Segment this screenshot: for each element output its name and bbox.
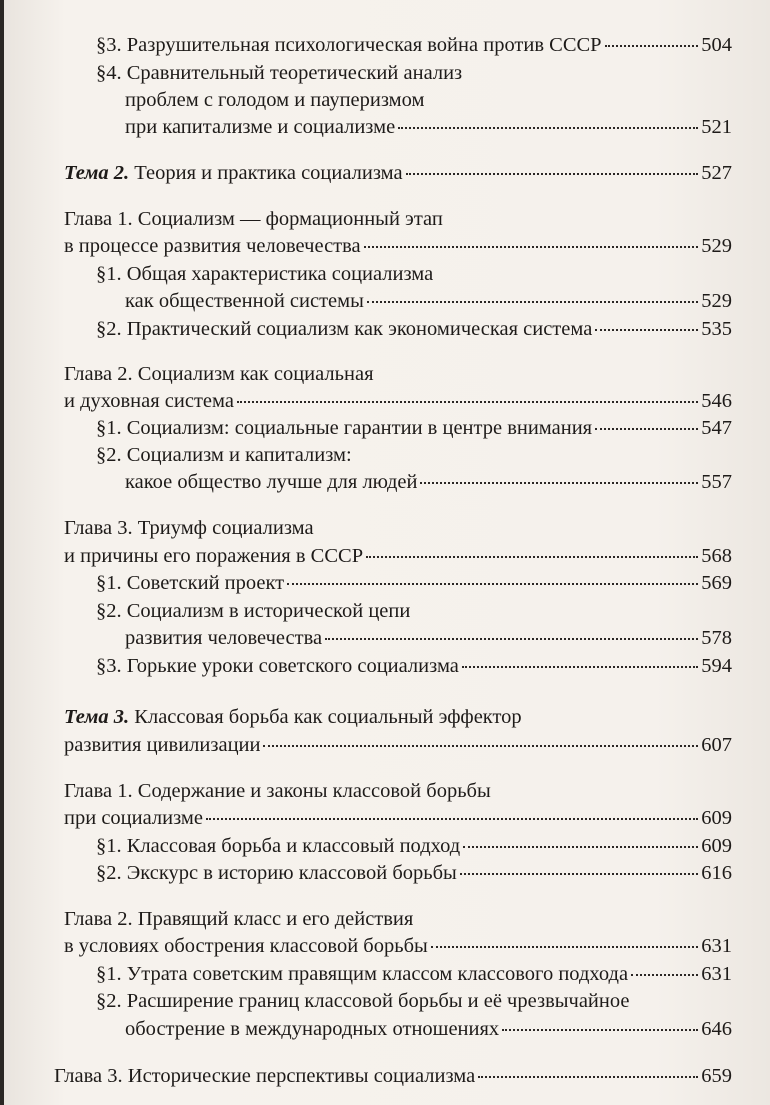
toc-page-number: 547 <box>701 417 732 439</box>
toc-entry-title: Глава 2. Правящий класс и его действия <box>64 908 414 930</box>
toc-page-number: 594 <box>701 655 732 677</box>
theme-title: Теория и практика социализма <box>134 162 403 184</box>
toc-entry <box>96 653 732 679</box>
leader-dots <box>431 940 698 948</box>
toc-entry-title: §1. Утрата советским правящим классом классового подхода <box>96 963 629 985</box>
leader-dots <box>420 476 698 484</box>
toc-page-number: 535 <box>701 318 732 340</box>
leader-dots <box>595 323 698 331</box>
theme-label: Тема 3. <box>64 706 130 728</box>
toc-entry-title: §1. Классовая борьба и классовый подход <box>96 835 461 857</box>
toc-page-number: 527 <box>701 162 732 184</box>
toc-page-number: 529 <box>701 290 732 312</box>
leader-dots <box>463 840 698 848</box>
toc-entry-title: в процессе развития человечества <box>64 235 361 257</box>
toc-entry-title: §4. Сравнительный теоретический анализ <box>96 62 463 84</box>
toc-entry <box>96 316 732 342</box>
toc-entry <box>96 860 732 886</box>
toc-entry-title: в условиях обострения классовой борьбы <box>64 935 428 957</box>
toc-entry-title <box>64 160 403 186</box>
toc-entry-title: §3. Горькие уроки советского социализма <box>96 655 459 677</box>
leader-dots <box>367 295 698 303</box>
toc-entry-title: при социализме <box>64 807 203 829</box>
leader-dots <box>398 121 698 129</box>
toc-entry-title: развития человечества <box>125 627 323 649</box>
toc-entry-title: Глава 1. Содержание и законы классовой борьбы <box>64 780 491 802</box>
toc-entry-title: при капитализме и социализме <box>125 116 396 138</box>
leader-dots <box>206 812 698 820</box>
leader-dots <box>287 577 698 585</box>
leader-dots <box>364 240 699 248</box>
toc-entry-title: Глава 3. Исторические перспективы социализма <box>54 1065 476 1087</box>
toc-entry-title: как общественной системы <box>125 290 364 312</box>
toc-page-number: 631 <box>701 963 732 985</box>
toc-page-number: 578 <box>701 627 732 649</box>
toc-entry <box>64 805 732 831</box>
theme-title: Классовая борьба как социальный эффектор <box>134 706 522 728</box>
theme-label: Тема 2. <box>64 162 130 184</box>
leader-dots <box>366 550 698 558</box>
toc-entry-title: Глава 1. Социализм — формационный этап <box>64 208 443 230</box>
toc-entry <box>64 732 732 758</box>
toc-page-number: 631 <box>701 935 732 957</box>
toc-entry <box>96 570 732 596</box>
toc-entry-title: Глава 2. Социализм как социальная <box>64 363 374 385</box>
toc-entry-title: проблем с голодом и пауперизмом <box>125 89 425 111</box>
toc-page-number: 569 <box>701 572 732 594</box>
toc-page-number: 616 <box>701 862 732 884</box>
toc-theme-entry <box>64 704 522 730</box>
toc-entry <box>125 625 732 651</box>
toc-entry-title: §1. Социализм: социальные гарантии в центре внимания <box>96 417 593 439</box>
toc-entry <box>125 288 732 314</box>
toc-page-number: 607 <box>701 734 732 756</box>
leader-dots <box>478 1070 698 1078</box>
toc-entry <box>125 469 732 495</box>
toc-page-number: 557 <box>701 471 732 493</box>
toc-entry-title: §3. Разрушительная психологическая война против СССР <box>96 34 602 56</box>
leader-dots <box>406 167 699 175</box>
leader-dots <box>462 660 698 668</box>
toc-entry-title: §2. Социализм в исторической цепи <box>96 600 411 622</box>
toc-entry <box>54 1063 732 1089</box>
toc-page-number: 609 <box>701 835 732 857</box>
toc-entry <box>64 388 732 414</box>
toc-entry <box>96 32 732 58</box>
toc-entry-title: §2. Социализм и капитализм: <box>96 444 352 466</box>
toc-entry-title: и причины его поражения в СССР <box>64 545 364 567</box>
toc-entry <box>64 933 732 959</box>
leader-dots <box>595 422 698 430</box>
toc-entry-title: развития цивилизации <box>64 734 261 756</box>
toc-page-number: 659 <box>701 1065 732 1087</box>
leader-dots <box>605 39 699 47</box>
leader-dots <box>263 739 698 747</box>
toc-entry <box>96 833 732 859</box>
toc-entry-title: обострение в международных отношениях <box>125 1018 500 1040</box>
toc-entry <box>96 415 732 441</box>
toc-page-number: 504 <box>701 34 732 56</box>
toc-entry-title: §1. Советский проект <box>96 572 285 594</box>
toc-page-number: 609 <box>701 807 732 829</box>
leader-dots <box>237 395 698 403</box>
leader-dots <box>502 1023 698 1031</box>
toc-entry <box>125 1016 732 1042</box>
toc-entry-title: и духовная система <box>64 390 234 412</box>
toc-entry <box>96 961 732 987</box>
leader-dots <box>325 632 698 640</box>
toc-theme-entry <box>64 160 732 186</box>
toc-entry-title: §1. Общая характеристика социализма <box>96 263 434 285</box>
toc-page-number: 568 <box>701 545 732 567</box>
toc-entry-title: какое общество лучше для людей <box>125 471 418 493</box>
toc-entry-title: §2. Расширение границ классовой борьбы и её чрезвычайное <box>96 990 630 1012</box>
leader-dots <box>460 867 698 875</box>
toc-entry-title: §2. Практический социализм как экономическая система <box>96 318 593 340</box>
toc-entry-title: Глава 3. Триумф социализма <box>64 517 314 539</box>
toc-entry <box>64 233 732 259</box>
leader-dots <box>631 968 698 976</box>
toc-entry <box>64 543 732 569</box>
toc-page-number: 546 <box>701 390 732 412</box>
toc-page-number: 646 <box>701 1018 732 1040</box>
toc-page-number: 521 <box>701 116 732 138</box>
toc-entry <box>125 114 732 140</box>
toc-entry-title: §2. Экскурс в историю классовой борьбы <box>96 862 457 884</box>
toc-page-number: 529 <box>701 235 732 257</box>
